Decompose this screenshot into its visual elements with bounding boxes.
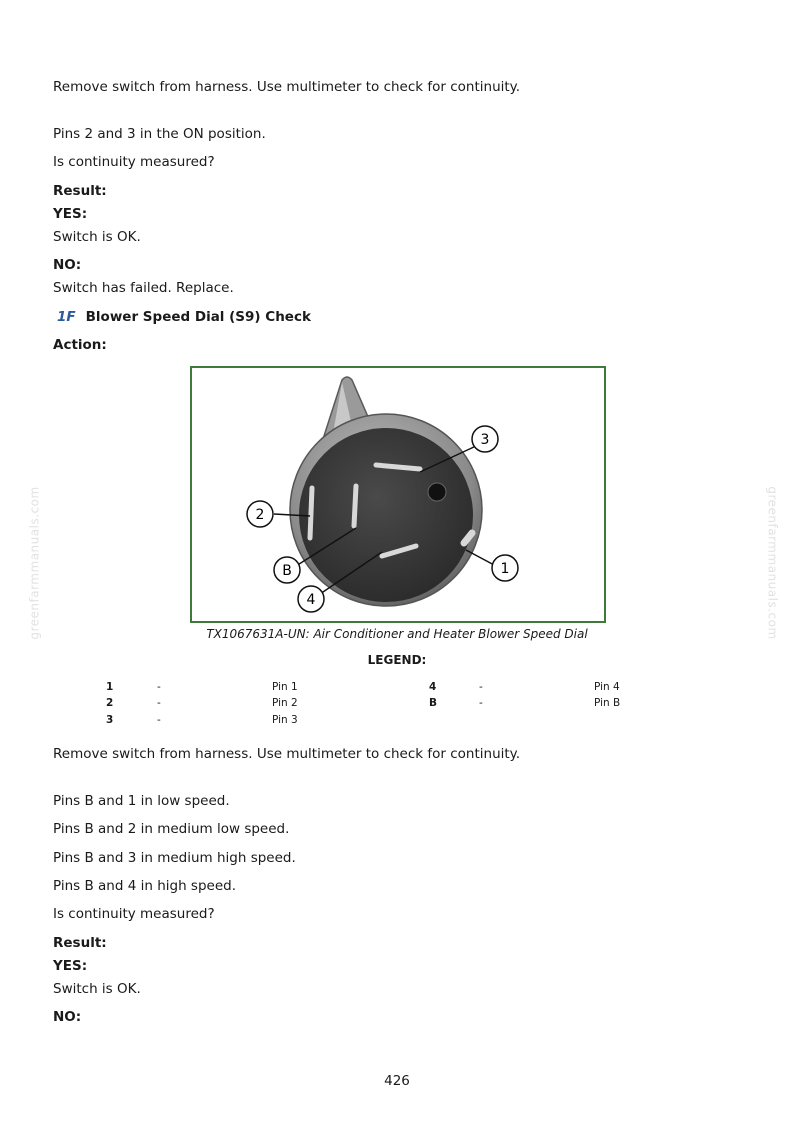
step-heading [57, 308, 311, 326]
check-text: Pins B and 3 in medium high speed. [53, 850, 296, 866]
callout-4: 4 [306, 592, 316, 608]
question-text: Is continuity measured? [53, 154, 215, 170]
callout-b: B [282, 563, 292, 579]
watermark-right: greenfarmmanuals.com [765, 486, 780, 640]
legend-dash: - [479, 681, 483, 693]
instruction-text: Remove switch from harness. Use multimeter to check for continuity. [53, 746, 521, 762]
legend-dash: - [157, 697, 161, 709]
legend-key: 4 [429, 681, 437, 693]
watermark-left: greenfarmmanuals.com [27, 486, 42, 640]
callout-3: 3 [480, 432, 490, 448]
legend-value: Pin 2 [272, 697, 298, 709]
page-number: 426 [384, 1073, 410, 1089]
instruction-text: Remove switch from harness. Use multimeter to check for continuity. [53, 79, 521, 95]
callout-1: 1 [500, 561, 510, 577]
no-label: NO: [53, 1009, 82, 1025]
legend-dash: - [157, 714, 161, 726]
legend-value: Pin 1 [272, 681, 298, 693]
result-label: Result: [53, 935, 107, 951]
check-text: Pins B and 2 in medium low speed. [53, 821, 290, 837]
pins-text: Pins 2 and 3 in the ON position. [53, 126, 266, 142]
legend-key: B [429, 697, 438, 709]
check-text: Pins B and 1 in low speed. [53, 793, 230, 809]
legend-dash: - [157, 681, 161, 693]
dial-face [299, 428, 473, 602]
legend-key: 3 [106, 714, 114, 726]
legend-dash: - [479, 697, 483, 709]
blower-dial-illustration [192, 368, 604, 621]
check-text: Pins B and 4 in high speed. [53, 878, 236, 894]
legend-title: LEGEND: [367, 653, 427, 667]
yes-text: Switch is OK. [53, 229, 141, 245]
no-text: Switch has failed. Replace. [53, 280, 234, 296]
legend-value: Pin B [594, 697, 621, 709]
result-label: Result: [53, 183, 107, 199]
no-label: NO: [53, 257, 82, 273]
yes-label: YES: [53, 958, 88, 974]
terminal-pin-b [354, 486, 356, 526]
yes-label: YES: [53, 206, 88, 222]
step-title: Blower Speed Dial (S9) Check [85, 309, 311, 325]
callout-2: 2 [255, 507, 265, 523]
legend-value: Pin 4 [594, 681, 620, 693]
action-label: Action: [53, 337, 107, 353]
question-text: Is continuity measured? [53, 906, 215, 922]
legend-value: Pin 3 [272, 714, 298, 726]
legend-key: 2 [106, 697, 114, 709]
yes-text: Switch is OK. [53, 981, 141, 997]
terminal-pin-2 [310, 488, 312, 538]
mounting-hole [428, 483, 446, 501]
legend-key: 1 [106, 681, 114, 693]
figure-caption: TX1067631A-UN: Air Conditioner and Heater Blower Speed Dial [206, 627, 588, 641]
blower-dial-figure [190, 366, 606, 623]
step-number: 1F [57, 309, 76, 325]
